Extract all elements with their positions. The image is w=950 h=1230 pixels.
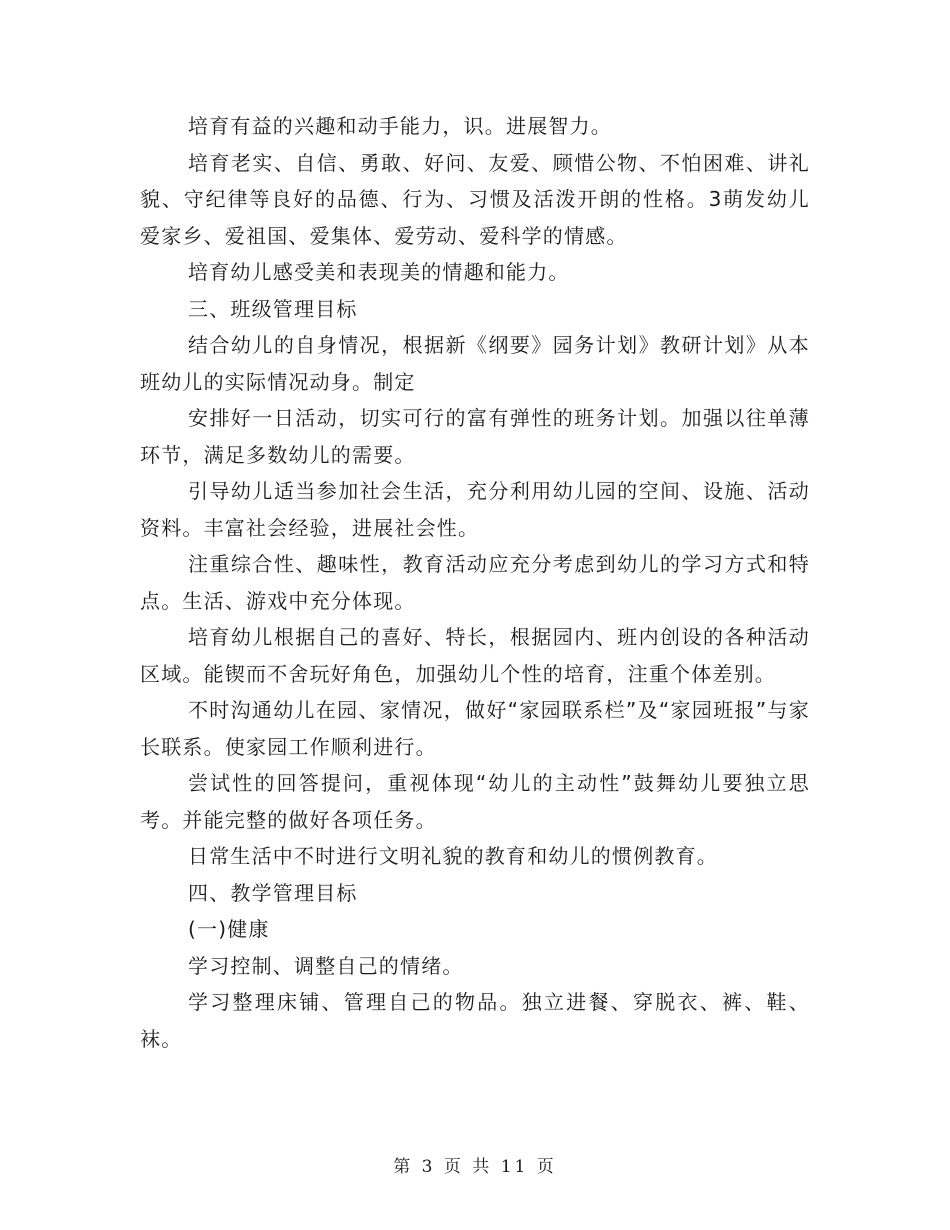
paragraph-comprehensive: 注重综合性、趣味性，教育活动应充分考虑到幼儿的学习方式和特点。生活、游戏中充分体现。 <box>140 552 810 613</box>
paragraph-daily-activities: 安排好一日活动，切实可行的富有弹性的班务计划。加强以往单薄环节，满足多数幼儿的需要。 <box>140 406 810 467</box>
document-body <box>140 108 810 1057</box>
paragraph-interests: 培育有益的兴趣和动手能力，识。进展智力。 <box>188 114 612 138</box>
paragraph-etiquette: 日常生活中不时进行文明礼貌的教育和幼儿的惯例教育。 <box>188 844 718 868</box>
paragraph-plan-basis: 结合幼儿的自身情况，根据新《纲要》园务计划》教研计划》从本班幼儿的实际情况动身。制定 <box>140 333 810 394</box>
section-heading-teaching-management: 四、教学管理目标 <box>188 880 358 905</box>
paragraph-social-life: 引导幼儿适当参加社会生活，充分利用幼儿园的空间、设施、活动资料。丰富社会经验，进展社会性。 <box>140 479 810 540</box>
paragraph-home-school: 不时沟通幼儿在园、家情况，做好“家园联系栏”及“家园班报”与家长联系。使家园工作顺利进行。 <box>140 698 810 759</box>
paragraph-emotions: 学习控制、调整自己的情绪。 <box>188 953 464 978</box>
paragraph-aesthetics: 培育幼儿感受美和表现美的情趣和能力。 <box>188 260 570 284</box>
section-heading-class-management: 三、班级管理目标 <box>188 296 358 321</box>
paragraph-character: 培育老实、自信、勇敢、好问、友爱、顾惜公物、不怕困难、讲礼貌、守纪律等良好的品德、行为、习惯及活泼开朗的性格。3萌发幼儿爱家乡、爱祖国、爱集体、爱劳动、爱科学的情感。 <box>140 150 810 248</box>
paragraph-initiative: 尝试性的回答提问，重视体现“幼儿的主动性”鼓舞幼儿要独立思考。并能完整的做好各项任务。 <box>140 771 810 832</box>
paragraph-individuality: 培育幼儿根据自己的喜好、特长，根据园内、班内创设的各种活动区域。能锲而不舍玩好角色，加强幼儿个性的培育，注重个体差别。 <box>140 625 810 686</box>
subsection-heading-health: (一)健康 <box>188 917 270 941</box>
paragraph-self-care: 学习整理床铺、管理自己的物品。独立进餐、穿脱衣、裤、鞋、袜。 <box>140 990 810 1051</box>
page-number-footer: 第 3 页 共 11 页 <box>393 1157 557 1177</box>
